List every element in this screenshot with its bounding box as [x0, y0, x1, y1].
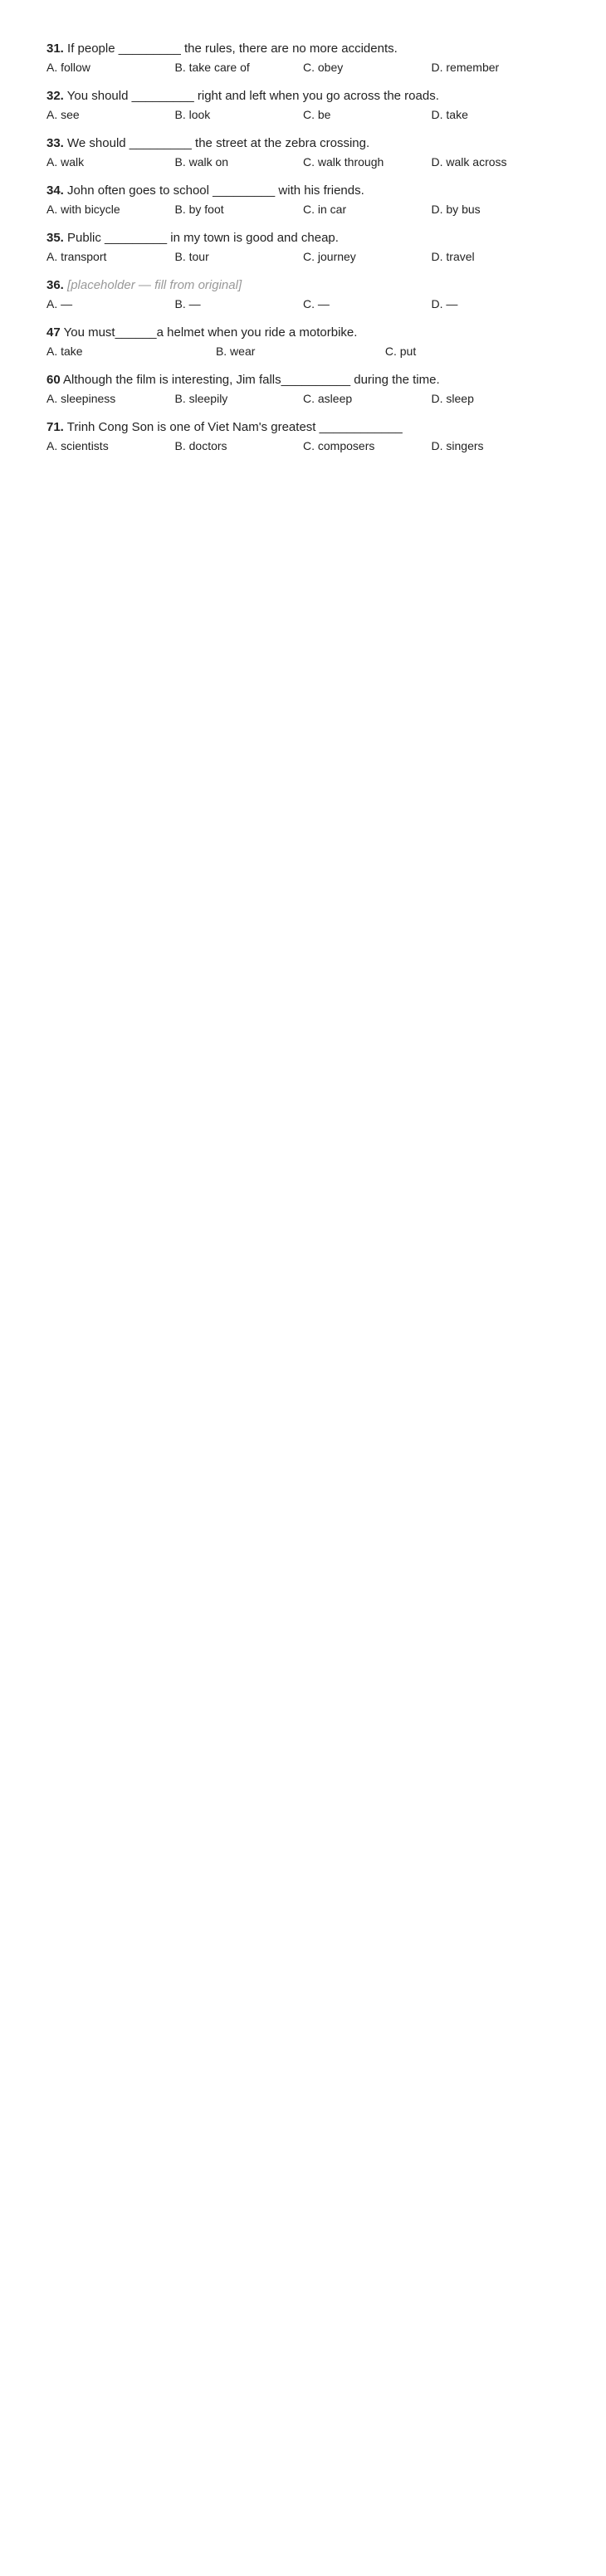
- answer-options: [46, 343, 560, 359]
- answer-option: D. —: [431, 297, 458, 310]
- question-number: 34.: [46, 183, 64, 198]
- answer-option: A. see: [46, 108, 80, 121]
- question-stem: [46, 371, 560, 389]
- question-4: [46, 229, 560, 265]
- question-stem: [46, 229, 560, 247]
- question-number: 32.: [46, 89, 64, 103]
- question-stem: [46, 182, 560, 199]
- answer-options: [46, 106, 560, 123]
- answer-option: D. travel: [431, 250, 475, 263]
- answer-option: D. singers: [431, 439, 484, 452]
- answer-option: C. asleep: [303, 392, 353, 405]
- answer-options: [46, 248, 560, 265]
- answer-option: B. by foot: [174, 203, 224, 216]
- answer-option: C. journey: [303, 250, 356, 263]
- question-stem: [46, 418, 560, 436]
- answer-option: D. take: [431, 108, 468, 121]
- question-text: Public _________ in my town is good and cheap.: [67, 231, 339, 245]
- answer-option: C. be: [303, 108, 331, 121]
- question-text: Trinh Cong Son is one of Viet Nam's greatest ____________: [66, 420, 403, 434]
- answer-option: B. tour: [174, 250, 209, 263]
- question-number: 36.: [46, 278, 64, 292]
- answer-options: [46, 201, 560, 218]
- answer-option: D. sleep: [431, 392, 474, 405]
- answer-option: C. obey: [303, 61, 344, 74]
- question-number: 47: [46, 325, 61, 340]
- answer-option: B. sleepily: [174, 392, 228, 405]
- answer-option: A. walk: [46, 155, 85, 169]
- answer-option: A. with bicycle: [46, 203, 120, 216]
- question-number: 33.: [46, 136, 64, 150]
- question-text: If people _________ the rules, there are no more accidents.: [67, 42, 398, 56]
- answer-option: A. take: [46, 345, 83, 358]
- answer-option: B. look: [174, 108, 211, 121]
- answer-options: [46, 437, 560, 454]
- answer-option: C. —: [303, 297, 330, 310]
- question-number: 31.: [46, 42, 64, 56]
- answer-options: [46, 390, 560, 407]
- answer-option: C. walk through: [303, 155, 384, 169]
- answer-options: [46, 59, 560, 76]
- question-2: [46, 134, 560, 170]
- answer-option: B. wear: [215, 345, 256, 358]
- question-8: [46, 418, 560, 454]
- answer-options: [46, 154, 560, 170]
- question-text: Although the film is interesting, Jim falls__________ during the time.: [63, 373, 440, 387]
- question-number: 60: [46, 373, 61, 387]
- answer-option: C. in car: [303, 203, 347, 216]
- answer-option: A. sleepiness: [46, 392, 116, 405]
- question-text: John often goes to school _________ with his friends.: [67, 183, 364, 198]
- question-stem: [46, 40, 560, 57]
- answer-option: A. follow: [46, 61, 90, 74]
- answer-options: [46, 296, 560, 312]
- question-stem: [46, 134, 560, 152]
- question-stem: [46, 87, 560, 105]
- question-text: We should _________ the street at the zebra crossing.: [67, 136, 370, 150]
- question-number: 71.: [46, 420, 64, 434]
- answer-option: A. scientists: [46, 439, 109, 452]
- question-number: 35.: [46, 231, 64, 245]
- question-text: [placeholder — fill from original]: [67, 278, 242, 292]
- answer-option: B. take care of: [174, 61, 250, 74]
- question-6: [46, 324, 560, 359]
- question-stem: [46, 324, 560, 341]
- answer-option: D. walk across: [431, 155, 507, 169]
- question-0: [46, 40, 560, 76]
- answer-option: B. doctors: [174, 439, 227, 452]
- question-1: [46, 87, 560, 123]
- question-5: [46, 276, 560, 312]
- answer-option: D. remember: [431, 61, 500, 74]
- question-3: [46, 182, 560, 218]
- question-text: You must______a helmet when you ride a motorbike.: [63, 325, 358, 340]
- answer-option: C. composers: [303, 439, 375, 452]
- answer-option: B. walk on: [174, 155, 229, 169]
- answer-option: D. by bus: [431, 203, 481, 216]
- answer-option: B. —: [174, 297, 201, 310]
- question-7: [46, 371, 560, 407]
- answer-option: A. —: [46, 297, 73, 310]
- answer-option: A. transport: [46, 250, 107, 263]
- answer-option: C. put: [384, 345, 417, 358]
- question-stem: [46, 276, 560, 294]
- question-text: You should _________ right and left when you go across the roads.: [66, 89, 439, 103]
